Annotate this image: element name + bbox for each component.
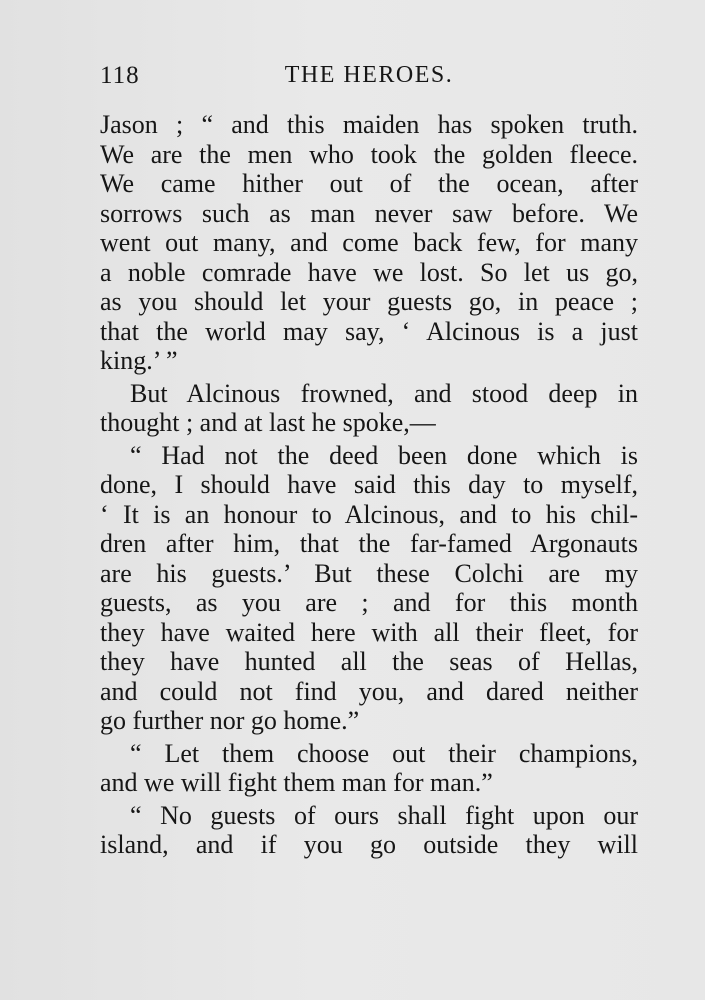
- text-line: go further nor go home.”: [100, 706, 360, 735]
- text-line: “ Let them choose out their champions,: [130, 738, 638, 768]
- text-line: guests, as you are ; and for this month: [100, 588, 638, 617]
- text-line: went out many, and come back few, for many: [100, 228, 638, 257]
- text-line: ‘ It is an honour to Alcinous, and to his chil-: [100, 499, 638, 529]
- body-text: [100, 110, 638, 860]
- text-line: “ No guests of ours shall fight upon our: [130, 800, 638, 830]
- running-head: THE HEROES.: [284, 62, 454, 88]
- text-line: they have waited here with all their fleet, for: [100, 617, 638, 647]
- page-header: [100, 62, 638, 94]
- text-line: “ Had not the deed been done which is: [130, 440, 638, 470]
- text-line: and we will fight them man for man.”: [100, 768, 493, 797]
- text-line: a noble comrade have we lost. So let us go,: [100, 257, 638, 287]
- text-line: Jason ; “ and this maiden has spoken truth.: [100, 110, 638, 139]
- text-line: as you should let your guests go, in peace ;: [100, 287, 638, 316]
- text-line: sorrows such as man never saw before. We: [100, 198, 638, 228]
- text-line: But Alcinous frowned, and stood deep in: [130, 378, 638, 408]
- text-line: they have hunted all the seas of Hellas,: [100, 647, 638, 676]
- text-line: We came hither out of the ocean, after: [100, 169, 638, 198]
- text-line: that the world may say, ‘ Alcinous is a just: [100, 316, 638, 346]
- text-line: done, I should have said this day to myself,: [100, 470, 638, 499]
- text-line: and could not find you, and dared neither: [100, 676, 638, 706]
- text-line: We are the men who took the golden fleece.: [100, 139, 638, 169]
- text-line: are his guests.’ But these Colchi are my: [100, 558, 638, 588]
- text-line: island, and if you go outside they will: [100, 830, 638, 859]
- text-line: king.’ ”: [100, 346, 178, 375]
- text-line: thought ; and at last he spoke,—: [100, 408, 436, 437]
- text-line: dren after him, that the far-famed Argonauts: [100, 529, 638, 558]
- page-number: 118: [100, 62, 140, 89]
